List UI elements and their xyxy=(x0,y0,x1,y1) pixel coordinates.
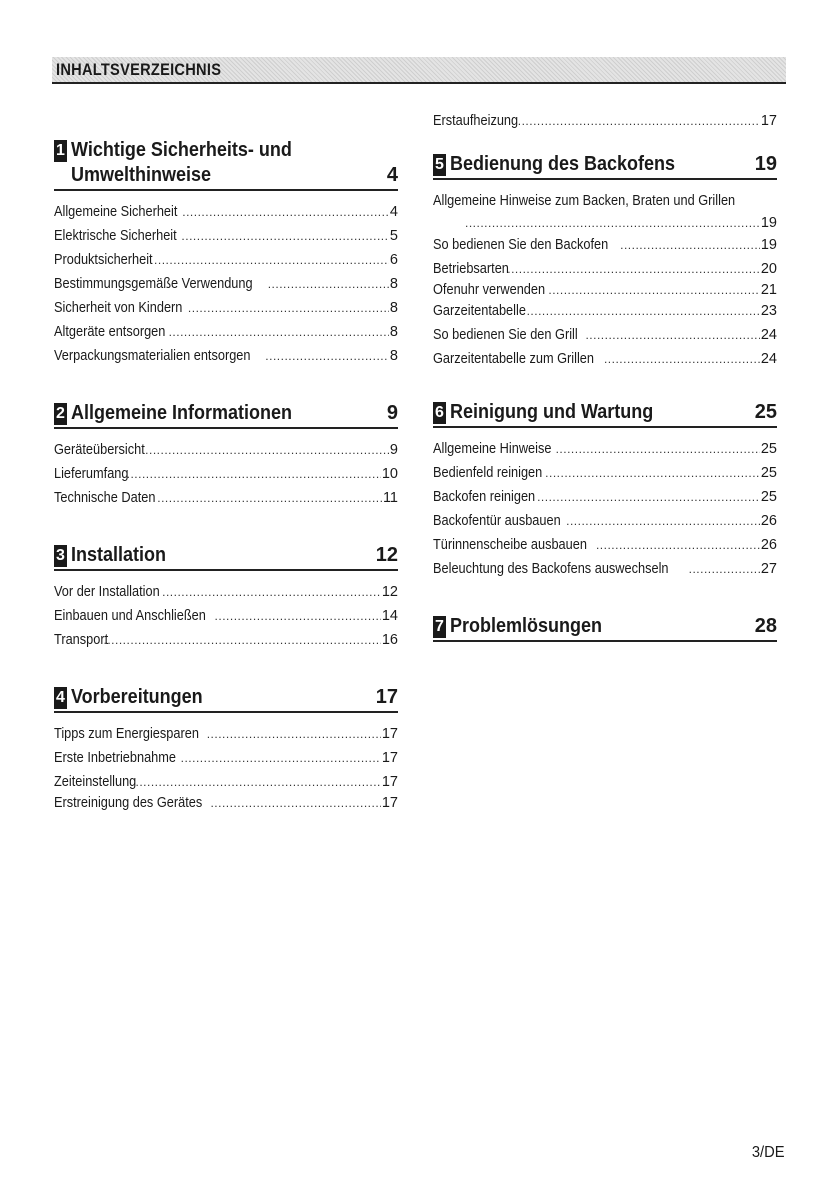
page-number-footer: 3/DE xyxy=(752,1144,785,1161)
section-page-number: 17 xyxy=(375,686,398,708)
toc-entry[interactable] xyxy=(54,773,398,794)
dot-leader xyxy=(268,275,389,293)
dot-leader xyxy=(169,323,389,341)
toc-entry-page: 8 xyxy=(389,300,398,316)
toc-entry-page: 26 xyxy=(760,513,777,529)
section-heading[interactable] xyxy=(54,685,398,713)
toc-entry-label: Sicherheit von Kindern xyxy=(54,300,183,316)
toc-entry-page: 25 xyxy=(760,465,777,481)
section-title: Reinigung und Wartung xyxy=(450,401,654,423)
dot-leader xyxy=(585,326,759,344)
section-number-badge: 7 xyxy=(433,616,446,638)
toc-entry-wrapped[interactable] xyxy=(433,192,777,232)
toc-section-7 xyxy=(433,614,777,642)
toc-entry-page: 4 xyxy=(389,204,398,220)
toc-entry-label: Backofentür ausbauen xyxy=(433,513,561,529)
toc-entry-label: Allgemeine Hinweise zum Backen, Braten und Grillen xyxy=(433,193,736,209)
toc-entry-page: 8 xyxy=(389,348,398,364)
dot-leader xyxy=(215,607,381,625)
toc-section-3 xyxy=(54,543,398,655)
toc-section-1 xyxy=(54,138,398,371)
toc-entry-page: 9 xyxy=(389,442,398,458)
toc-entry-label: Bedienfeld reinigen xyxy=(433,465,543,481)
dot-leader xyxy=(507,260,760,278)
toc-entry[interactable] xyxy=(54,299,398,323)
toc-entry-page: 25 xyxy=(760,441,777,457)
dot-leader xyxy=(154,251,389,269)
toc-entry-label: Verpackungsmaterialien entsorgen xyxy=(54,348,251,364)
toc-entry-page: 6 xyxy=(389,252,398,268)
toc-header-bar xyxy=(52,57,786,84)
toc-entry-label: Transport xyxy=(54,632,109,648)
dot-leader xyxy=(604,350,760,368)
toc-entry-label: Geräteübersicht xyxy=(54,442,145,458)
section-title: Bedienung des Backofens xyxy=(450,153,676,175)
section-number-badge: 5 xyxy=(433,154,446,176)
dot-leader xyxy=(207,725,381,743)
toc-entry[interactable] xyxy=(54,347,398,371)
section-title: Installation xyxy=(71,544,167,566)
toc-entry-label: Einbauen und Anschließen xyxy=(54,608,206,624)
toc-entry-page: 10 xyxy=(381,466,398,482)
section-heading[interactable] xyxy=(433,614,777,642)
section-page-number: 4 xyxy=(386,164,398,186)
dot-leader xyxy=(537,488,760,506)
section-page-number: 25 xyxy=(754,401,777,423)
toc-entry-label: Beleuchtung des Backofens auswechseln xyxy=(433,561,669,577)
dot-leader xyxy=(545,464,760,482)
dot-leader xyxy=(181,227,389,245)
toc-entry-label: Backofen reinigen xyxy=(433,489,536,505)
toc-entry[interactable] xyxy=(433,488,777,512)
toc-entry-page: 20 xyxy=(760,261,777,277)
toc-entry[interactable] xyxy=(433,236,777,260)
section-heading[interactable] xyxy=(433,152,777,180)
toc-entry-page: 17 xyxy=(381,750,398,766)
toc-entry-label: Technische Daten xyxy=(54,490,156,506)
toc-entry-label: Betriebsarten xyxy=(433,261,509,277)
toc-entry-label: Tipps zum Energiesparen xyxy=(54,726,199,742)
dot-leader xyxy=(127,465,381,483)
toc-entry-page: 8 xyxy=(389,324,398,340)
toc-entry-page: 8 xyxy=(389,276,398,292)
toc-entry-label: Zeiteinstellung xyxy=(54,774,137,790)
toc-entry-label: Allgemeine Sicherheit xyxy=(54,204,178,220)
toc-entry-page: 17 xyxy=(381,795,398,811)
toc-entry[interactable] xyxy=(54,607,398,631)
toc-entry-page: 19 xyxy=(760,215,777,231)
dot-leader xyxy=(596,536,760,554)
toc-entry-page: 24 xyxy=(760,327,777,343)
section-number-badge: 4 xyxy=(54,687,67,709)
toc-entry-label: Vor der Installation xyxy=(54,584,160,600)
toc-entry[interactable] xyxy=(54,465,398,489)
section-title: Vorbereitungen xyxy=(71,686,203,708)
section-title: Problemlösungen xyxy=(450,615,603,637)
toc-entry-page: 23 xyxy=(760,303,777,319)
dot-leader xyxy=(162,583,381,601)
dot-leader xyxy=(182,203,389,221)
toc-entry-page: 17 xyxy=(381,726,398,742)
toc-entry[interactable] xyxy=(433,112,777,136)
toc-entry[interactable] xyxy=(433,281,777,302)
dot-leader xyxy=(210,794,380,812)
toc-entry[interactable] xyxy=(54,441,398,465)
toc-right-column xyxy=(433,112,777,672)
dot-leader xyxy=(556,440,760,458)
toc-entry[interactable] xyxy=(433,464,777,488)
toc-entry-label: Altgeräte entsorgen xyxy=(54,324,166,340)
section-heading[interactable] xyxy=(433,400,777,428)
toc-entry-label: So bedienen Sie den Backofen xyxy=(433,237,609,253)
toc-entry-continuation xyxy=(433,214,777,232)
toc-entry[interactable] xyxy=(433,302,777,326)
toc-entry[interactable] xyxy=(54,794,398,815)
toc-entry-label: Garzeitentabelle xyxy=(433,303,526,319)
toc-entry[interactable] xyxy=(433,440,777,464)
dot-leader xyxy=(527,302,760,320)
toc-entry[interactable] xyxy=(54,323,398,347)
toc-entry-page: 5 xyxy=(389,228,398,244)
toc-entry-page: 19 xyxy=(760,237,777,253)
toc-entry-label: Allgemeine Hinweise xyxy=(433,441,552,457)
toc-entry-label: So bedienen Sie den Grill xyxy=(433,327,578,343)
toc-entry[interactable] xyxy=(54,631,398,655)
toc-entry-page: 26 xyxy=(760,537,777,553)
toc-section-5 xyxy=(433,152,777,374)
section-title: Wichtige Sicherheits- und Umwelthinweise xyxy=(71,139,292,186)
toc-entry-page: 17 xyxy=(381,774,398,790)
toc-header-title: INHALTSVERZEICHNIS xyxy=(56,60,222,79)
dot-leader xyxy=(620,236,760,254)
toc-entry-label: Erstaufheizung xyxy=(433,113,519,129)
toc-entry[interactable] xyxy=(54,489,398,513)
toc-entry[interactable] xyxy=(433,560,777,584)
dot-leader xyxy=(104,631,381,649)
toc-entry-label: Türinnenscheibe ausbauen xyxy=(433,537,587,553)
toc-entry[interactable] xyxy=(54,583,398,607)
dot-leader xyxy=(181,749,381,767)
toc-entry-label: Erste Inbetriebnahme xyxy=(54,750,177,766)
toc-entry[interactable] xyxy=(54,275,398,299)
dot-leader xyxy=(265,347,389,365)
toc-section-4 xyxy=(54,685,398,815)
toc-entry-page: 11 xyxy=(382,490,398,506)
toc-section-6 xyxy=(433,400,777,584)
toc-entry[interactable] xyxy=(433,260,777,281)
section-page-number: 9 xyxy=(386,402,398,424)
toc-entry-page: 27 xyxy=(760,561,777,577)
toc-entry[interactable] xyxy=(433,512,777,536)
toc-entry[interactable] xyxy=(54,725,398,749)
section-heading[interactable] xyxy=(54,543,398,571)
dot-leader xyxy=(157,489,382,507)
toc-entry-label: Bestimmungsgemäße Verwendung xyxy=(54,276,253,292)
toc-section-2 xyxy=(54,401,398,513)
dot-leader xyxy=(145,441,389,459)
toc-entry-page: 24 xyxy=(760,351,777,367)
dot-leader xyxy=(188,299,389,317)
section-page-number: 12 xyxy=(375,544,398,566)
toc-entry[interactable] xyxy=(433,350,777,374)
toc-entry[interactable] xyxy=(433,326,777,350)
dot-leader xyxy=(548,281,760,299)
section-page-number: 28 xyxy=(754,615,777,637)
toc-entry-page: 16 xyxy=(381,632,398,648)
toc-entry[interactable] xyxy=(54,203,398,227)
toc-entry-label: Produktsicherheit xyxy=(54,252,153,268)
toc-entry-page: 12 xyxy=(381,584,398,600)
toc-entry-label: Erstreinigung des Gerätes xyxy=(54,795,203,811)
toc-entry-page: 25 xyxy=(760,489,777,505)
dot-leader xyxy=(689,560,760,578)
toc-entry-label: Elektrische Sicherheit xyxy=(54,228,177,244)
section-heading[interactable] xyxy=(54,401,398,429)
dot-leader xyxy=(518,112,760,130)
toc-entry[interactable] xyxy=(433,536,777,560)
toc-entry[interactable] xyxy=(54,251,398,275)
section-page-number: 19 xyxy=(754,153,777,175)
section-number-badge: 1 xyxy=(54,140,67,162)
section-heading[interactable] xyxy=(54,138,398,191)
dot-leader xyxy=(465,214,759,232)
toc-entry-label: Lieferumfang xyxy=(54,466,129,482)
section-number-badge: 3 xyxy=(54,545,67,567)
section-title: Allgemeine Informationen xyxy=(71,402,293,424)
toc-entry-page: 17 xyxy=(760,113,777,129)
dot-leader xyxy=(566,512,760,530)
section-number-badge: 6 xyxy=(433,402,446,424)
toc-entry-label: Garzeitentabelle zum Grillen xyxy=(433,351,594,367)
toc-entry-label: Ofenuhr verwenden xyxy=(433,282,546,298)
dot-leader xyxy=(136,773,381,791)
toc-left-column xyxy=(54,138,398,845)
toc-entry[interactable] xyxy=(54,749,398,773)
toc-entry-page: 21 xyxy=(760,282,777,298)
toc-entry[interactable] xyxy=(54,227,398,251)
section-number-badge: 2 xyxy=(54,403,67,425)
toc-entry-page: 14 xyxy=(381,608,398,624)
